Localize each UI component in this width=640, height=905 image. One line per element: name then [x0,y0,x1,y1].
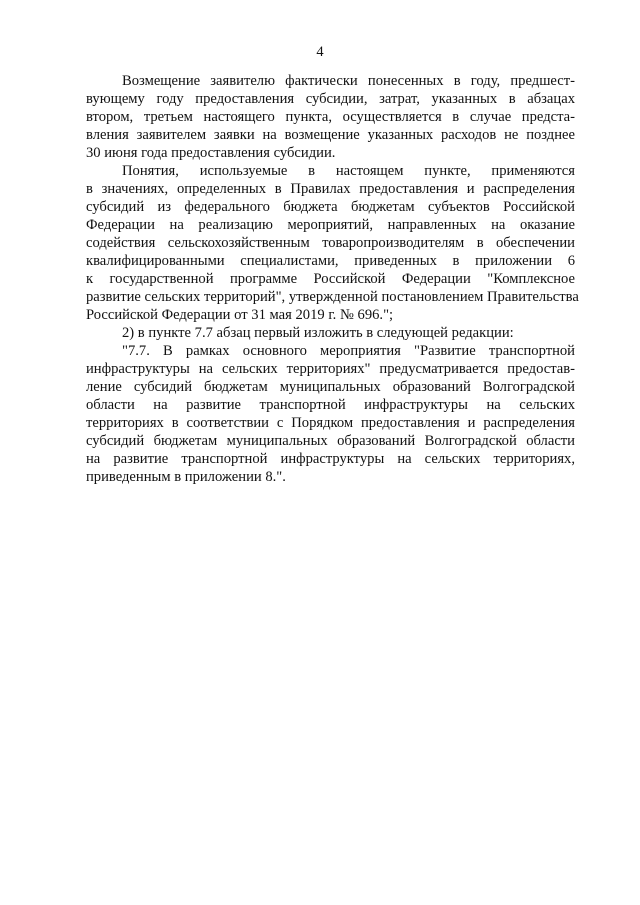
document-body [86,72,579,486]
text-line: квалифицированными специалистами, приведенных в приложении 6 [86,253,575,269]
text-line: инфраструктуры на сельских территориях" предусматривается предостав- [86,361,575,377]
text-line: вующему году предоставления субсидии, затрат, указанных в абзацах [86,91,575,107]
paragraph-new-wording [86,342,575,486]
text-line: вления заявителем заявки на возмещение указанных расходов не позднее [86,127,575,143]
text-line: Возмещение заявителю фактически понесенных в году, предшест- [122,73,575,89]
paragraph-definitions [86,162,579,324]
text-line: 30 июня года предоставления субсидии. [86,145,336,161]
text-line: 2) в пункте 7.7 абзац первый изложить в следующей редакции: [122,325,514,341]
paragraph-amendment-item [86,324,575,342]
text-line: приведенным в приложении 8.". [86,469,286,485]
text-line: развитие сельских территорий", утвержденной постановлением Правительства [86,289,579,305]
text-line: территориях в соответствии с Порядком предоставления и распределения [86,415,575,431]
text-line: Понятия, используемые в настоящем пункте, применяются [122,163,575,179]
text-line: содействия сельскохозяйственным товаропроизводителям в обеспечении [86,235,575,251]
paragraph-reimbursement [86,72,575,162]
text-line: к государственной программе Российской Федерации "Комплексное [86,271,575,287]
text-line: втором, третьем настоящего пункта, осуществляется в случае предста- [86,109,575,125]
text-line: в значениях, определенных в Правилах предоставления и распределения [86,181,575,197]
text-line: области на развитие транспортной инфраструктуры на сельских [86,397,575,413]
text-line: "7.7. В рамках основного мероприятия "Развитие транспортной [122,343,575,359]
text-line: Федерации на реализацию мероприятий, направленных на оказание [86,217,575,233]
text-line: субсидий из федерального бюджета бюджетам субъектов Российской [86,199,575,215]
text-line: на развитие транспортной инфраструктуры на сельских территориях, [86,451,575,467]
text-line: ление субсидий бюджетам муниципальных образований Волгоградской [86,379,575,395]
page-number: 4 [316,44,324,60]
text-line: субсидий бюджетам муниципальных образований Волгоградской области [86,433,575,449]
text-line: Российской Федерации от 31 мая 2019 г. № 696."; [86,307,394,323]
